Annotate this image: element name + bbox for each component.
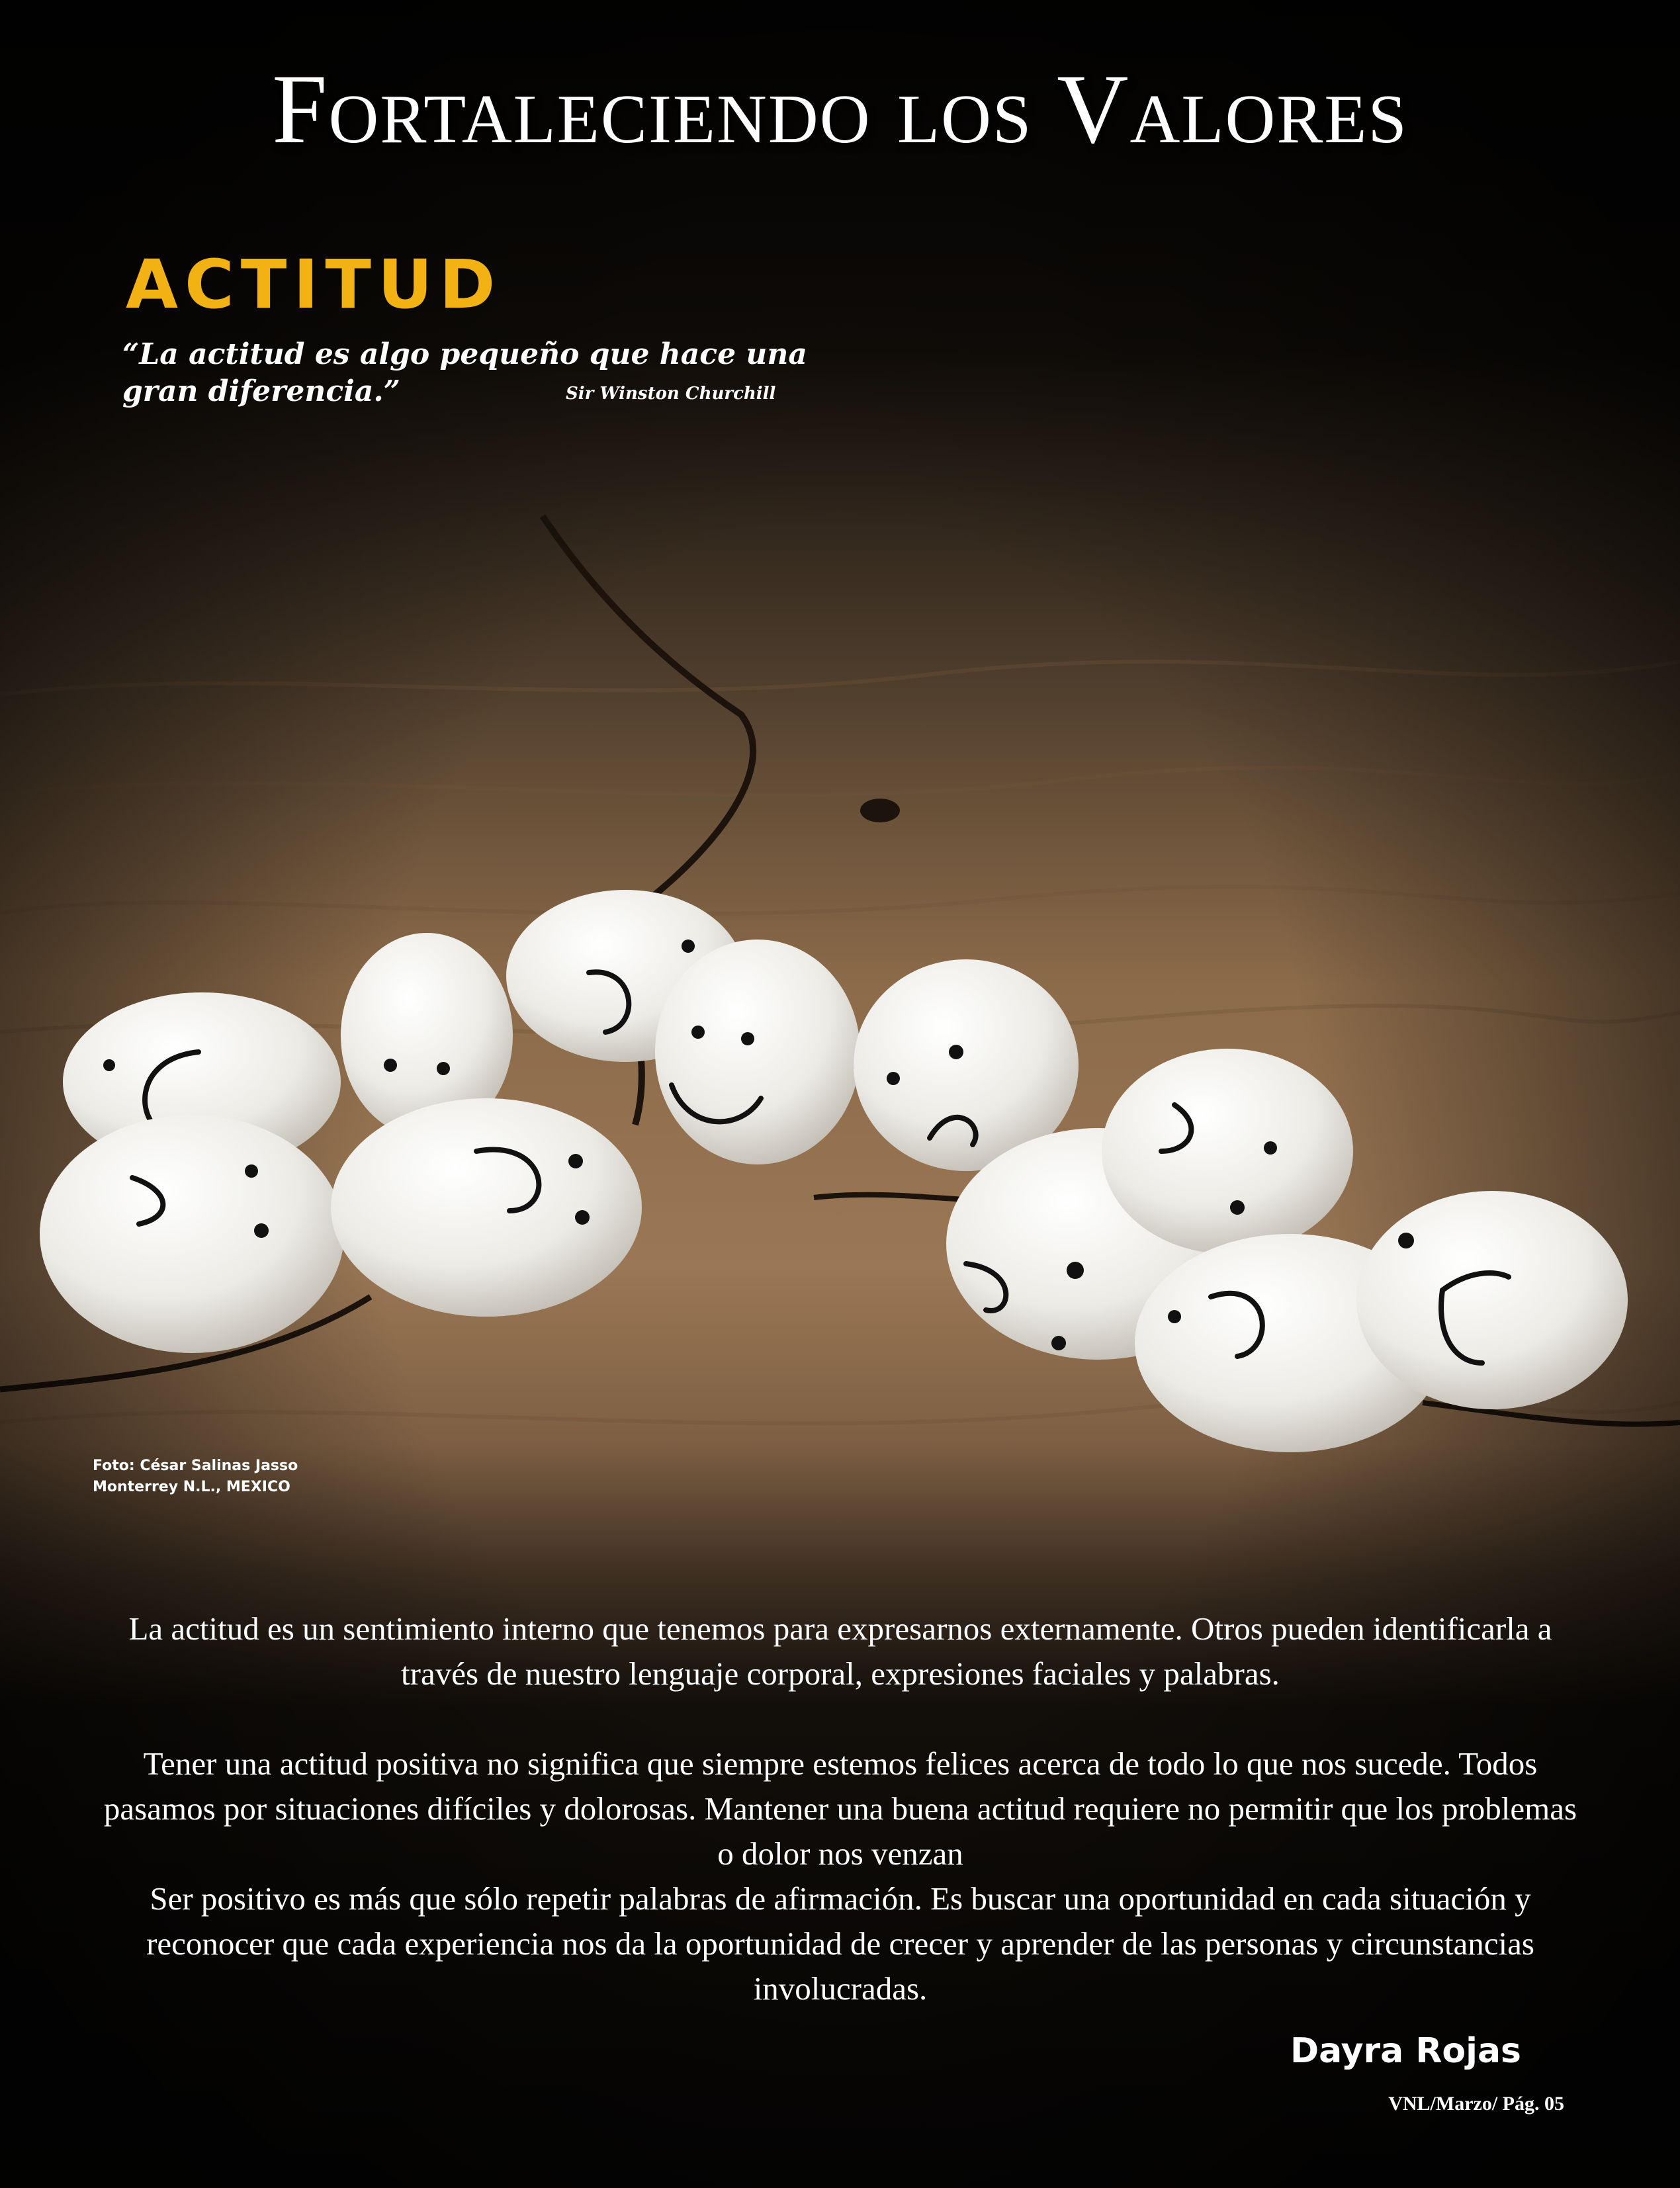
article-paragraph-3: Ser positivo es más que sólo repetir palabras de afirmación. Es buscar una oportunidad en cada situación y reconocer que cada experiencia nos da la oportunidad de crecer y aprender de las personas y circunstancias involucradas. bbox=[146, 1880, 1534, 2007]
page-folio: VNL/Marzo/ Pág. 05 bbox=[1388, 2093, 1564, 2115]
photo-credit-line2: Monterrey N.L., MEXICO bbox=[93, 1479, 290, 1495]
article-paragraph-1: La actitud es un sentimiento interno que tenemos para expresarnos externamente. Otros pueden identificarla a través de nuestro lenguaje corporal, expresiones faciales y palabras. bbox=[128, 1610, 1552, 1692]
photo-credit-line1: Foto: César Salinas Jasso bbox=[93, 1458, 298, 1474]
article-paragraph-2: Tener una actitud positiva no significa que siempre estemos felices acerca de todo lo que nos sucede. Todos pasamos por situaciones difíciles y dolorosas. Mantener una buena actitud requiere no permitir que los problemas o dolor nos venzan bbox=[103, 1745, 1577, 1872]
article-body bbox=[99, 1606, 1581, 2011]
article-author: Dayra Rojas bbox=[1290, 2031, 1521, 2071]
quote-author: Sir Winston Churchill bbox=[566, 384, 776, 404]
quote-text: “La actitud es algo pequeño que hace una gran diferencia.” bbox=[122, 337, 807, 408]
page-title: Fortaleciendo los Valores bbox=[272, 54, 1408, 164]
section-heading: ACTITUD bbox=[126, 245, 502, 324]
photo-credit bbox=[93, 1456, 298, 1498]
paragraph-gap bbox=[99, 1696, 1581, 1741]
